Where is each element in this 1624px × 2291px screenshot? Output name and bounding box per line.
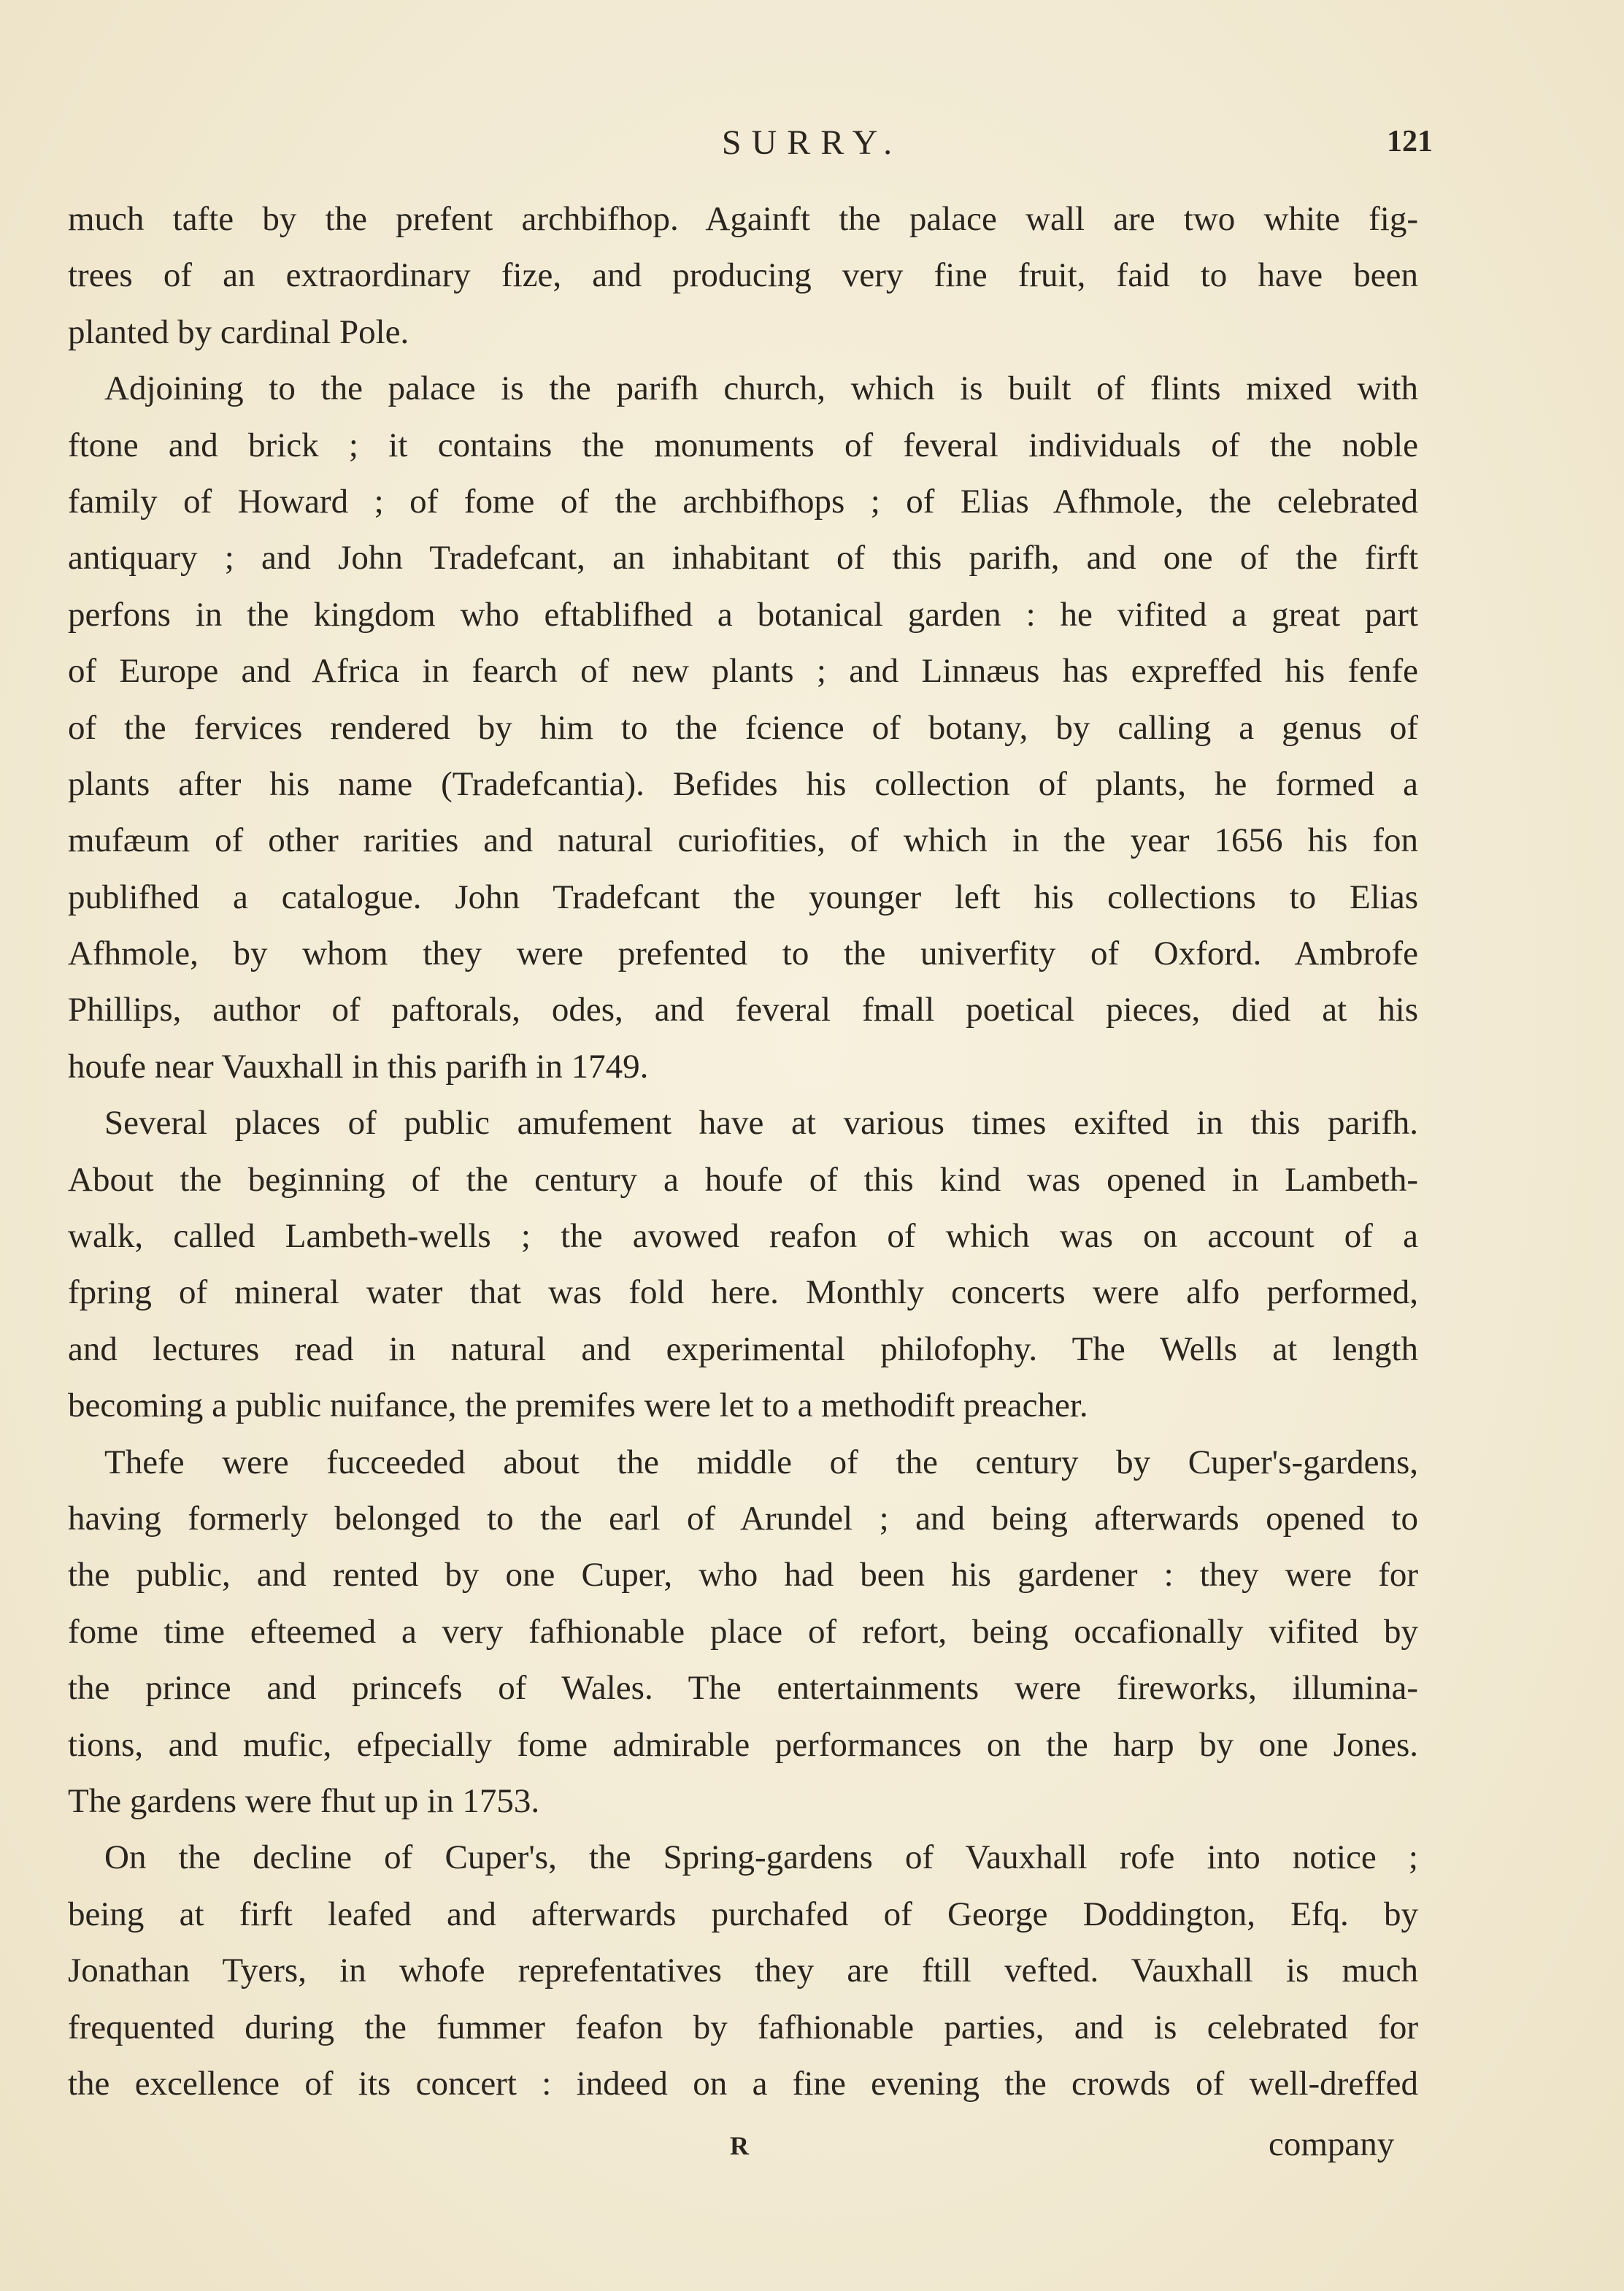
text-line: Several places of public amufement have at various times exifted in this parifh. (104, 1104, 1418, 1143)
page-number: 121 (1387, 125, 1433, 158)
text-line: Adjoining to the palace is the parifh church, which is built of flints mixed with (104, 369, 1418, 408)
text-line: antiquary ; and John Tradefcant, an inhabitant of this parifh, and one of the firft (68, 539, 1418, 577)
text-line: the public, and rented by one Cuper, who had been his gardener : they were for (68, 1556, 1418, 1595)
text-line: Jonathan Tyers, in whofe reprefentatives they are ftill vefted. Vauxhall is much (68, 1952, 1418, 1990)
text-line: of Europe and Africa in fearch of new plants ; and Linnæus has expreffed his fenfe (68, 652, 1418, 691)
text-line: Thefe were fucceeded about the middle of the century by Cuper's-gardens, (104, 1443, 1418, 1481)
text-line: frequented during the fummer feafon by fafhionable parties, and is celebrated for (68, 2008, 1418, 2046)
text-line: mufæum of other rarities and natural curiofities, of which in the year 1656 his fon (68, 821, 1418, 860)
text-line: On the decline of Cuper's, the Spring-gardens of Vauxhall rofe into notice ; (104, 1838, 1418, 1877)
text-line: being at firft leafed and afterwards purchafed of George Doddington, Efq. by (68, 1895, 1418, 1933)
text-line: fpring of mineral water that was fold here. Monthly concerts were alfo performed, (68, 1273, 1418, 1312)
text-line: publifhed a catalogue. John Tradefcant the younger left his collections to Elias (68, 878, 1418, 916)
page-footer (0, 2125, 1624, 2176)
text-line: and lectures read in natural and experimental philofophy. The Wells at length (68, 1329, 1418, 1368)
signature-mark: R (730, 2131, 749, 2160)
text-line: much tafte by the prefent archbifhop. Againft the palace wall are two white fig- (68, 200, 1418, 238)
text-line: planted by cardinal Pole. (68, 312, 409, 351)
text-line: About the beginning of the century a houfe of this kind was opened in Lambeth- (68, 1160, 1418, 1199)
text-line: of the fervices rendered by him to the fcience of botany, by calling a genus of (68, 708, 1418, 747)
text-line: becoming a public nuifance, the premifes were let to a methodift preacher. (68, 1386, 1088, 1425)
catchword: company (1269, 2125, 1395, 2163)
running-head (0, 117, 1624, 168)
text-line: the prince and princefs of Wales. The entertainments were fireworks, illumina- (68, 1669, 1418, 1708)
text-line: perfons in the kingdom who eftablifhed a botanical garden : he vifited a great part (68, 595, 1418, 634)
text-line: Afhmole, by whom they were prefented to the univerfity of Oxford. Ambrofe (68, 935, 1418, 973)
text-line: walk, called Lambeth-wells ; the avowed reafon of which was on account of a (68, 1217, 1418, 1256)
text-line: trees of an extraordinary fize, and producing very fine fruit, faid to have been (68, 256, 1418, 295)
running-title: SURRY. (721, 123, 903, 162)
text-line: fome time efteemed a very fafhionable place of refort, being occafionally vifited by (68, 1612, 1418, 1651)
body-text (68, 191, 1418, 2112)
text-line: tions, and mufic, efpecially fome admirable performances on the harp by one Jones. (68, 1725, 1418, 1764)
text-line: houfe near Vauxhall in this parifh in 1749. (68, 1047, 649, 1086)
text-line: plants after his name (Tradefcantia). Befides his collection of plants, he formed a (68, 764, 1418, 803)
text-line: Phillips, author of paftorals, odes, and feveral fmall poetical pieces, died at his (68, 991, 1418, 1029)
text-line: family of Howard ; of fome of the archbifhops ; of Elias Afhmole, the celebrated (68, 482, 1418, 521)
text-line: the excellence of its concert : indeed on a fine evening the crowds of well-dreffed (68, 2064, 1418, 2103)
text-line: ftone and brick ; it contains the monuments of feveral individuals of the noble (68, 426, 1418, 464)
text-line: having formerly belonged to the earl of Arundel ; and being afterwards opened to (68, 1499, 1418, 1538)
text-line: The gardens were fhut up in 1753. (68, 1781, 540, 1820)
